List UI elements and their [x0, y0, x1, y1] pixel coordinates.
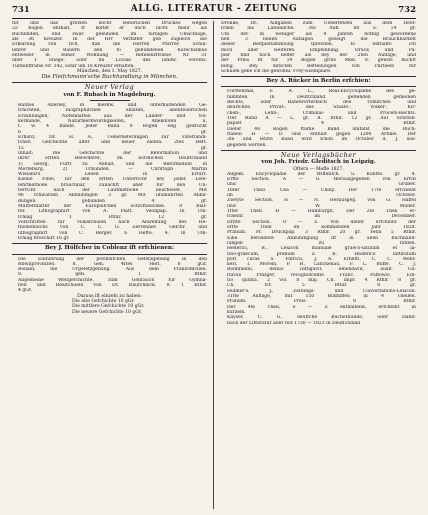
verlag-date: Oftern — Meffe 1827.: [293, 166, 344, 172]
text-line: Kleine Fibel, für den erften Unterricht bey jeder Lefe-: [18, 177, 207, 183]
text-line: 16ter Theil. Cea — Chiny. Der 17te erfcheint: [227, 187, 416, 193]
text-line: erfte Theil im kommenden Jahr 1828.: [227, 224, 416, 230]
right-text-block-3: [221, 172, 416, 326]
text-line: ftavus Pinzger, recognofcente Franc. Paffowio. Edi-: [227, 272, 416, 278]
section-rule: [221, 86, 416, 87]
text-line: 32 Bogen enthält, fr koftet er doch nicht mehr als: [12, 26, 207, 32]
text-line: Der 4te Theil, S — Z enthaltend, erfcheint in: [227, 304, 416, 310]
text-line: Kayser, C. G., deutfche Bücherkunde, oder Hand-: [227, 315, 416, 321]
text-line: billig. Bey directen Beftellungen von Partieen für: [221, 63, 416, 69]
verlag-heading: Neuer Verlag: [84, 83, 135, 92]
text-line: ihrer erften Beförderer, im nördlichen Deutfchland: [18, 156, 207, 162]
text-line: 6 gr.: [18, 129, 207, 135]
text-line: chen-, Lehn-, Criminal- und Procefs-Rechts.: [227, 110, 416, 116]
text-line: fchlag 1 Rthlr. 12 gr.: [18, 214, 207, 220]
header-rule: [12, 18, 416, 19]
journal-title: ALLG. LITERATUR - ZEITUNG: [130, 4, 298, 14]
text-line: fchen ins Lateinifche. 3te Aufl. 88 S. 14 gr.: [221, 26, 416, 32]
text-line: lithographirt von C. Berger. 6 Hefte. 4. In Um-: [18, 230, 207, 236]
text-line: Um der in weniger als 4 Jahren nöthig gewordene: [221, 31, 416, 37]
text-line: Erzählungen, Notenhaften aus der Länder- und Völ-: [18, 113, 207, 119]
text-line: Allgem. Encyclopädie der Wiffenfch. u. Künfte. gr. 4.: [227, 171, 416, 177]
split-intro: Daraus ift einzeln zu haben:: [77, 293, 142, 299]
right-text-block-2: [221, 89, 416, 147]
text-line: lehrmethode brauchbar, zunächft aber für den Un-: [18, 182, 207, 188]
text-line: tio quinta. 2 Vol. 8 maj. Ch. impr. 4 Rthlr. 8 gr.: [227, 278, 416, 284]
text-line: f. w. 4 Bände, jeder Band 9 Bogen eng gedruckt: [18, 124, 207, 130]
verlag-heading: Neue Verlagsbücher: [280, 150, 357, 159]
text-line: Dronke, Dr., Aufgaben zum Ueberfetzen aus dem Deut-: [221, 21, 416, 26]
text-line: dieser Beifpielfammlung fprechen, fo enthalte ich: [221, 42, 416, 48]
verlag-publisher: von F. Rubach in Magdeburg.: [63, 91, 156, 98]
text-line: poft curas S. Patricii, J. A. Ernefti, C. C. Went-: [227, 256, 416, 262]
text-line: Schulen gebe ich die gewöhnl. Frey-Exemplare.: [221, 68, 332, 74]
text-line: Hederici, B., Lexicon manuale graeco-latinum et la-: [227, 246, 416, 252]
text-line: 96 fchwarzen Abbildungen 3 gr. Mit illuminirten Abbil-: [18, 193, 207, 199]
text-line: fien und Realfchulen von Dr. Raufchnick. 8. 1 Rthlr.: [18, 283, 207, 289]
text-line: entweder in feiner Wohnung — Refidenzftrafse Nr. 31: [12, 52, 207, 58]
text-line: Erhard, Dr. H. A., Ueberlieferungen zur vaterländi-: [18, 134, 207, 140]
publisher-heading: Bey A. Rücker in Berlin erfchien:: [266, 78, 371, 85]
text-line: terricht nach der Lautmethode bearbeitet. Mit: [18, 188, 207, 194]
text-line: 15 gr.: [18, 145, 207, 151]
section-rule: [221, 76, 416, 77]
text-line: ter. Lithographirt von A. Platt. Velinpap. In Um-: [18, 209, 207, 215]
short-rule: [90, 100, 130, 101]
text-line: gegeben werden.: [227, 142, 267, 148]
text-line: keri, T. Morelli, P. H. Lanckenau, F. L. Buffe, C. J.: [227, 262, 416, 268]
text-line: als 36 Kreuzer. In der Hrr Verfaffer geb zugleich die: [12, 36, 207, 42]
text-line: nen 3 neuen Auflagen gezeigt die Brauchbarkeit: [221, 36, 416, 42]
text-line: Blomfieldii, denuo caftigavit, emendavit, auxit Gu-: [227, 267, 416, 273]
text-line: pier find noch beffer als bey der 2ten Auflage, und: [221, 52, 416, 58]
text-line: Inhalt: Die Gefchichte der Reformation und: [18, 150, 207, 156]
text-line: Allgemeine Weltgefchichte, zum Gebrauch für Gymna-: [18, 277, 207, 283]
text-line: im October.: [227, 193, 416, 199]
page-number-left: 731: [12, 5, 30, 15]
text-line: Fürftenthal, F. A. L., Real-Encyclopädie des ge-: [227, 89, 416, 95]
text-line: Mufterblätter der Europäifchen Schriftzeichen. 8 Blät-: [18, 204, 207, 209]
text-line: 1) Georg, Fürft zu Anhalt, und die Reformation in: [18, 161, 207, 167]
verlag-publisher: von Joh. Friedr. Gleditsch in Leipzig.: [261, 159, 376, 166]
text-line: lungen zu finden.: [227, 240, 416, 246]
text-line: Dritte Section. O — Z. Von diefer erfcheint der: [227, 219, 416, 225]
text-line: Buntes Allerley, in merkw. und unterhaltenden Ge-: [18, 103, 207, 109]
text-line: kurzem.: [227, 309, 246, 315]
text-line: Die Einführung der preufsifchen Gefetzgebung in den: [18, 256, 207, 262]
text-line: fcheint im December.: [227, 214, 416, 220]
right-text-block-1: [221, 21, 416, 74]
list-item: Die mittlere Gefchichte 10 gGr.: [72, 304, 145, 310]
text-line: Bonald, die Urgefetzgebung. Aus dem Franzöfifchen.: [18, 267, 207, 273]
text-line: Erklärung von fich, daß die Herren Pfarrer, Schul-: [12, 42, 207, 48]
left-text-block-2: [12, 103, 207, 241]
text-line: Türkenftrafse Nr. 342, sofar um 18 Kreuzer erhalten.: [12, 63, 135, 69]
text-line: mich aller weiteren Empfehlung. Druck und Pa-: [221, 47, 416, 53]
text-line: Wieland's Leben in Erfurt.: [18, 172, 207, 178]
text-line: tino-graecum, primum a B. Hederico inftitutum: [227, 251, 416, 257]
text-line: papier 4 Rthlr.: [227, 121, 416, 127]
left-column: [12, 21, 207, 315]
text-line: der Preis ift für 19 Bogen grofs Med. 8. gewifs höchft: [221, 58, 416, 64]
section-rule: [12, 254, 207, 255]
text-line: 1ter Band A — L. gr. 8. Rthlr. 12 gr. Auf Schreib-: [227, 116, 416, 121]
text-line: deutfchen Privat-, des Staats-, Völker-, Kir-: [227, 105, 416, 111]
text-line: lehrer und Bauern den fo gebundenen Katechismus: [12, 47, 207, 53]
text-line: ftaben H — O und enthält gegen 1200 Artikel. Der: [227, 131, 416, 137]
text-line: buch der Litteratur aller feit 1750 — 1823 in Deutfchland: [227, 320, 361, 326]
text-line: Eine befondere Ankündigung ift in allen Buchhand-: [227, 235, 416, 241]
list-item: Die neuere Gefchichte 10 gGr.: [72, 309, 143, 315]
text-line: Pränum. Preis 8 Rthlr.: [227, 299, 416, 305]
text-line: und W. Müller.: [227, 203, 416, 209]
text-line: fchichten, biographifchen Skizzen, abenteuerlichen: [18, 108, 207, 114]
text-line: Diefer 46 Bogen ftarke Band umfafst die Buch-: [227, 126, 416, 132]
split-items-list: [12, 299, 207, 315]
text-line: Vorfchriften für Volksfchulen nach Anweifung des He-: [18, 219, 207, 225]
list-item: Die alte Gefchichte 10 gGr.: [72, 299, 135, 304]
text-line: 8. geh. 1 Rthlr.: [18, 272, 207, 278]
text-line: Zweyte Section. H — N. Herausgeg. von G. Haffel: [227, 198, 416, 204]
text-line: fchlag broschirt 16 gr.: [18, 235, 70, 241]
text-line: 3te und letzte Band wird fchon im October d. J. aus-: [227, 137, 416, 143]
text-line: 1fter Theil. H — Hamburgh. Der 2te Theil er-: [227, 209, 416, 214]
text-line: thodenbuchs von C. C. G. Zerrenner. Gefchr. und: [18, 225, 207, 231]
text-line: fammten in Deutfchland geltenden gemeinen: [227, 94, 416, 100]
text-line: Ch. fcr. 5 Rthlr. 8 gr.: [227, 283, 416, 289]
left-text-block-3: [12, 257, 207, 294]
text-line: dungen gebunden 4 gr.: [18, 198, 207, 204]
text-line: 31fte Auflage, mit 150 Bildniffen in 4 Theilen.: [227, 294, 416, 299]
text-line: tilt und das grofsen leicht lesterlichen Druckes wegen: [12, 21, 207, 26]
dateline: München, den 1. May 1827.: [76, 68, 143, 74]
text-line: Merfeburg. 2) Urkunden. — Chriftoph Martin: [18, 166, 207, 172]
publisher-signature: Die Fleifchmann'sche Buchhandlung in München.: [41, 74, 178, 81]
left-text-block-1: [12, 21, 207, 69]
text-line: Rechts, oder Handwörterbuch des römifchen und: [227, 100, 416, 106]
text-line: und Gruber.: [227, 182, 416, 188]
text-line: fchen Gefchichte alter und neuer Zeiten. 2tes Heft.: [18, 140, 207, 146]
page-number-right: 732: [398, 5, 416, 15]
text-line: Rheinprovinzen. 8. Geh. 4ftes Heft. 8 gGr.: [18, 261, 207, 267]
text-line: kerkunde, Naturmerkwürdigkeiten, Anekdoten u.: [18, 119, 207, 124]
text-line: 4 gGr.: [18, 288, 32, 294]
column-divider: [213, 21, 214, 509]
text-line: Erfte Section. A — G. Herausgegeben von Erfch: [227, 177, 416, 183]
text-line: Pränum. Pr. Druckpap. 3 Rthlr. 20 gr. Velin 5 Rthlr.: [227, 230, 416, 236]
text-line: über 1 Stiege, oder im Locale des landw. Vereins,: [12, 58, 207, 64]
text-line: Buchlinden, und zwar gebunden im farbigen Umschlage,: [12, 31, 207, 37]
publisher-heading: Bey J. Hölfcher in Coblenz ift erfchienen:: [44, 245, 175, 252]
right-column: [221, 21, 416, 326]
text-line: Hübner's, J., Zeitungs- und Converfations-Lexicon.: [227, 288, 416, 294]
